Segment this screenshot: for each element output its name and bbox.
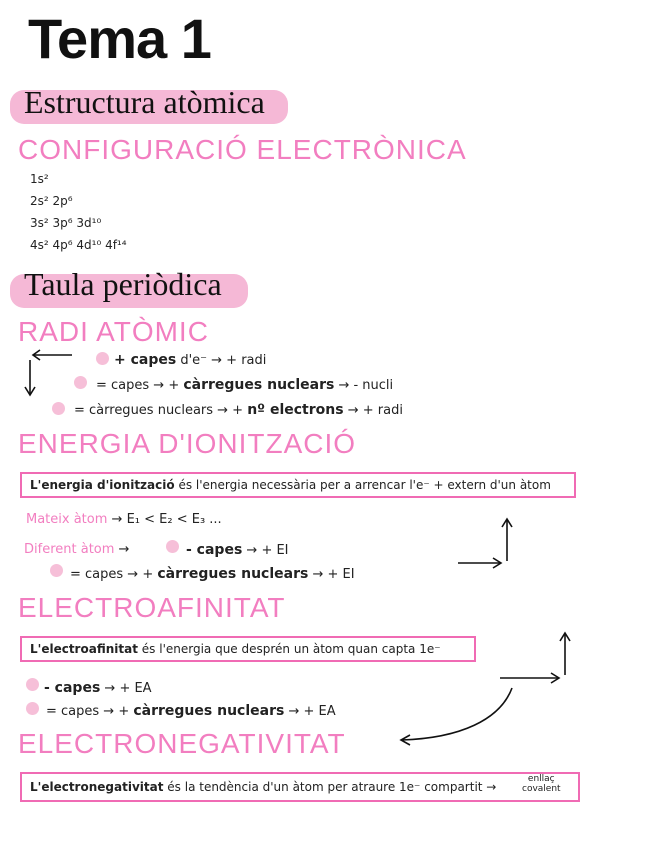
definition-afinitat-bold: L'electroafinitat	[30, 642, 138, 656]
energia-line-1	[26, 512, 222, 527]
subtitle-estructura: Estructura atòmica	[24, 84, 265, 120]
heading-electroafinitat: ELECTROAFINITAT	[18, 592, 286, 623]
definition-energia-rest: és l'energia necessària per a arrencar l'e⁻ + extern d'un àtom	[178, 478, 551, 492]
radi-line-3	[74, 402, 403, 418]
radi-line-2	[96, 377, 393, 393]
afinitat-line-2-rest: → + EA	[288, 704, 336, 719]
energia-line-1-label: Mateix àtom	[26, 512, 108, 527]
energia-line-2b	[186, 542, 289, 558]
subtitle-taula: Taula periòdica	[24, 266, 222, 302]
energia-line-3-rest: → + EI	[312, 567, 355, 582]
bullet-dot	[26, 678, 39, 691]
config-line-4: 4s² 4p⁶ 4d¹⁰ 4f¹⁴	[30, 238, 127, 252]
bullet-dot	[74, 376, 87, 389]
bond-note-top: enllaç	[527, 774, 555, 784]
definition-box-energia	[20, 472, 576, 498]
config-line-1: 1s²	[30, 172, 49, 186]
afinitat-line-1-rest: → + EA	[104, 681, 152, 696]
bullet-dot	[166, 540, 179, 553]
energia-line-2-bold: - capes	[186, 542, 243, 558]
radi-line-2-a: = capes → +	[96, 378, 180, 393]
definition-box-afinitat	[20, 636, 476, 662]
definition-negativitat-bold: L'electronegativitat	[30, 780, 164, 794]
energia-line-2: Diferent àtom →	[24, 542, 130, 557]
afinitat-line-1	[44, 680, 152, 696]
energia-line-2-label: Diferent àtom	[24, 542, 115, 557]
bond-note	[522, 774, 561, 794]
radi-line-1-bold: + capes	[114, 352, 177, 368]
heading-configuracio: CONFIGURACIÓ ELECTRÒNICA	[18, 134, 467, 165]
radi-line-1	[114, 352, 266, 368]
energia-line-3-bold: càrregues nuclears	[157, 566, 309, 582]
afinitat-line-2-a: = capes → +	[46, 704, 130, 719]
config-line-3: 3s² 3p⁶ 3d¹⁰	[30, 216, 102, 230]
radi-line-2-rest: → - nucli	[338, 378, 394, 393]
page-title: Tema 1	[28, 7, 211, 70]
bullet-dot	[96, 352, 109, 365]
energia-line-3	[70, 566, 355, 582]
afinitat-line-2	[46, 703, 336, 719]
radi-line-3-rest: → + radi	[347, 403, 403, 418]
energia-line-1-rest: → E₁ < E₂ < E₃ ...	[111, 512, 222, 527]
definition-energia-text	[30, 478, 551, 492]
radi-line-3-a: = càrregues nuclears → +	[74, 403, 244, 418]
config-line-2: 2s² 2p⁶	[30, 194, 73, 208]
definition-negativitat-rest: és la tendència d'un àtom per atraure 1e⁻ compartit →	[167, 780, 497, 794]
definition-afinitat-rest: és l'energia que desprén un àtom quan capta 1e⁻	[141, 642, 441, 656]
bullet-dot	[50, 564, 63, 577]
afinitat-line-1-bold: - capes	[44, 680, 101, 696]
heading-electronegativitat: ELECTRONEGATIVITAT	[18, 728, 346, 759]
bullet-dot	[26, 702, 39, 715]
definition-energia-bold: L'energia d'ionització	[30, 478, 175, 492]
radi-line-3-bold: nº electrons	[247, 402, 344, 418]
afinitat-line-2-bold: càrregues nuclears	[133, 703, 285, 719]
energia-line-2-rest: → + EI	[246, 543, 289, 558]
bond-note-bottom: covalent	[522, 784, 561, 794]
radi-line-1-rest: d'e⁻ → + radi	[180, 353, 267, 368]
energia-line-3-a: = capes → +	[70, 567, 154, 582]
radi-line-2-bold: càrregues nuclears	[183, 377, 335, 393]
heading-energia: ENERGIA D'IONITZACIÓ	[18, 428, 357, 459]
definition-negativitat-text	[30, 780, 496, 794]
definition-box-negativitat	[20, 772, 580, 802]
heading-radi: RADI ATÒMIC	[18, 316, 209, 347]
definition-afinitat-text	[30, 642, 441, 656]
bullet-dot	[52, 402, 65, 415]
